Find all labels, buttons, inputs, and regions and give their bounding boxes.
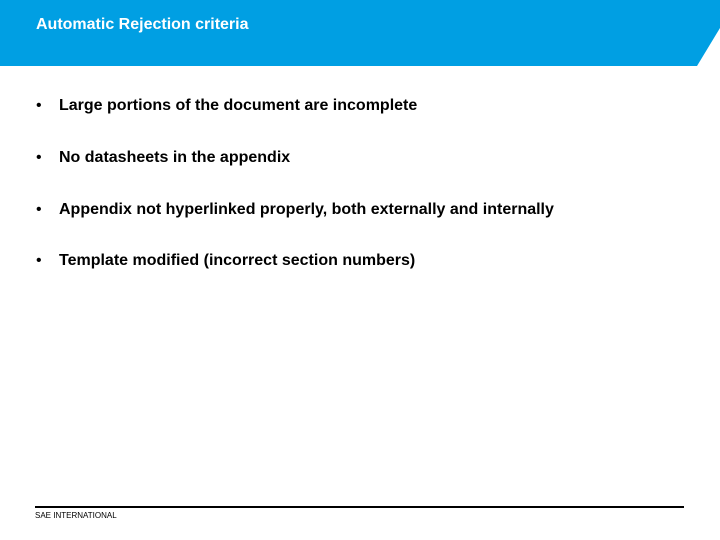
- bullet-text: Large portions of the document are incomplete: [59, 97, 418, 114]
- bullet-item: [36, 148, 290, 168]
- bullet-marker: •: [36, 97, 42, 114]
- slide-title: Automatic Rejection criteria: [36, 16, 249, 33]
- title-banner: [0, 0, 720, 66]
- bullet-text: Appendix not hyperlinked properly, both externally and internally: [59, 201, 554, 218]
- bullet-item: [36, 96, 417, 116]
- bullet-item: [36, 200, 554, 220]
- footer-label: SAE INTERNATIONAL: [35, 511, 117, 520]
- bullet-item: [36, 251, 415, 271]
- bullet-marker: •: [36, 149, 42, 166]
- bullet-text: Template modified (incorrect section numbers): [59, 252, 416, 269]
- bullet-text: No datasheets in the appendix: [59, 149, 291, 166]
- bullet-marker: •: [36, 252, 42, 269]
- bullet-marker: •: [36, 201, 42, 218]
- footer-divider: [35, 506, 684, 508]
